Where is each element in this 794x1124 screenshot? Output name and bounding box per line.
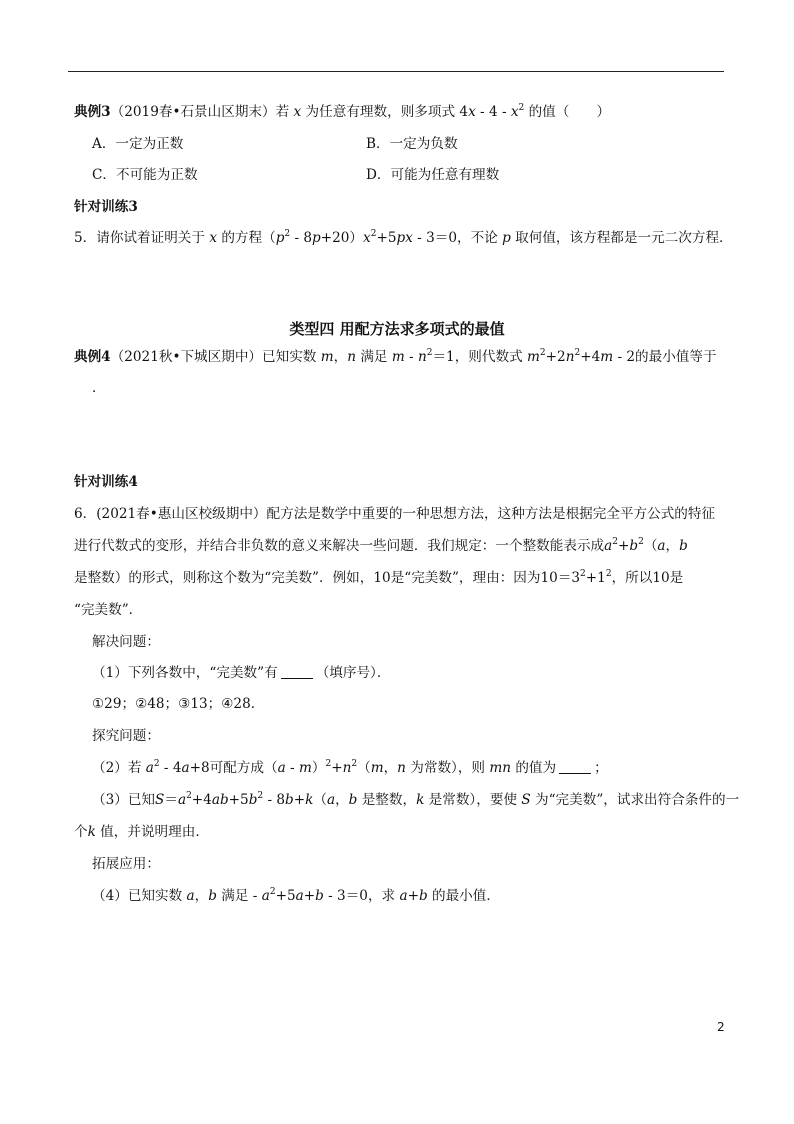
option-b: B．一定为负数 (366, 136, 458, 152)
section-title: 类型四 用配方法求多项式的最值 (289, 320, 505, 338)
option-d: D．可能为任意有理数 (366, 167, 500, 183)
explore-heading: 探究问题： (92, 728, 160, 744)
page-number: 2 (717, 1020, 725, 1034)
option-a: A．一定为正数 (92, 136, 184, 152)
question-6-line-3: 是整数）的形式，则称这个数为“完美数”．例如，10是“完美数”，理由：因为$10=3^2+1^2$，所以10是 (74, 569, 684, 586)
sub-question-2: （2）若 $a^2 - 4a+8$可配方成$(a - m)^2+n^2(m$，n 为常数），则 mn 的值为 ； (92, 759, 608, 776)
header-rule (68, 71, 724, 72)
sub-question-1: （1）下列各数中，“完美数”有 （填序号）． (92, 665, 391, 681)
training-3-heading: 针对训练3 (74, 199, 138, 215)
sub-question-3-line-2: 个k 值，并说明理由． (74, 824, 209, 840)
example-3-question: 典例3（2019春•石景山区期末）若 x 为任意有理数，则多项式 $4x - 4 - x^2$ 的值（ ） (74, 103, 611, 120)
question-6-line-1: 6．(2021春•惠山区校级期中）配方法是数学中重要的一种思想方法，这种方法是根据完全平方公式的特征 (74, 506, 716, 522)
question-6-line-4: “完美数”． (74, 602, 143, 618)
answer-blank-1[interactable] (281, 666, 313, 679)
sub-question-4: （4）已知实数 a，b 满足 - $a^2+5a+b - 3=0$，求 a+b 的最小值． (92, 887, 500, 904)
sub-question-3-line-1: （3）已知$S=a^2+4ab+5b^2 - 8b+k(a$，b 是整数，k 是常数），要使 S 为“完美数”，试求出符合条件的一 (92, 791, 740, 808)
extend-heading: 拓展应用： (92, 856, 160, 872)
question-5: 5．请你试着证明关于 x 的方程$(p^2 - 8p+20)x^2+5px - 3=0$，不论 p 取何值，该方程都是一元二次方程． (74, 229, 733, 246)
answer-blank-2[interactable] (559, 761, 591, 774)
training-4-heading: 针对训练4 (74, 474, 138, 490)
example-4-question: 典例4（2021秋•下城区期中）已知实数 m，n 满足 $m - n^2=1$，则代数式 $m^2+2n^2+4m - 2$的最小值等于 (74, 348, 717, 365)
question-6-line-2: 进行代数式的变形，并结合非负数的意义来解决一些问题．我们规定：一个整数能表示成$a^2+b^2(a$，b (74, 537, 688, 554)
example-4-blank-tail: ． (92, 380, 106, 396)
option-c: C．不可能为正数 (92, 167, 198, 183)
sub-question-1-options: ①29；②48；③13；④28． (92, 696, 265, 712)
solve-heading: 解决问题： (92, 634, 160, 650)
